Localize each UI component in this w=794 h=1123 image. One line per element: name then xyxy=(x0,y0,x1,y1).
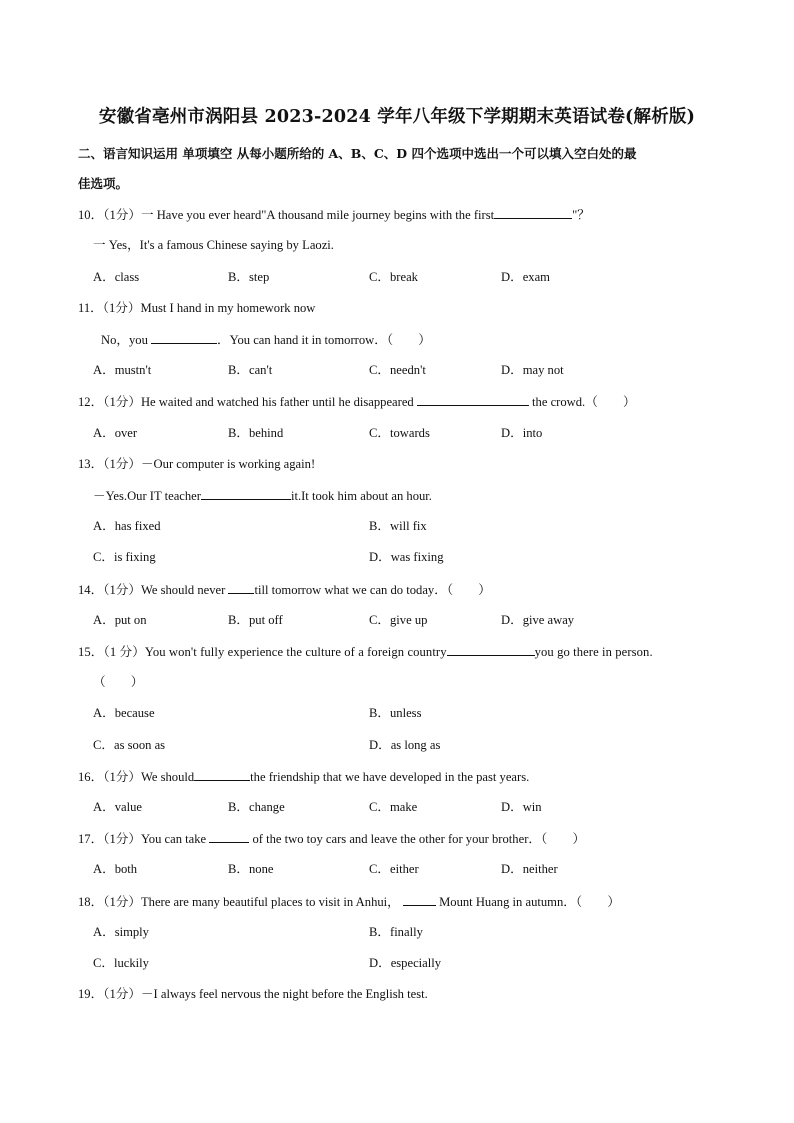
question-14-option-b: B．put off xyxy=(228,613,283,627)
question-14-text: 14．（1分）We should never xyxy=(78,583,226,597)
question-11-option-d: D．may not xyxy=(501,363,564,377)
question-12-option-c: C．towards xyxy=(369,426,430,440)
question-16-option-b: B．change xyxy=(228,800,285,814)
section-instructions xyxy=(78,139,728,199)
question-17-stem xyxy=(78,829,585,848)
question-12-text-end: the crowd.（ ） xyxy=(532,395,636,409)
question-11-option-b: B．can't xyxy=(228,363,273,377)
question-13-reply xyxy=(93,486,432,505)
question-18-option-a: A．simply xyxy=(93,925,149,939)
question-16-option-c: C．make xyxy=(369,800,418,814)
question-13-reply-text: －Yes.Our IT teacher xyxy=(93,489,201,503)
question-15-paren: （ ） xyxy=(93,675,144,689)
question-12-option-b: B．behind xyxy=(228,426,284,440)
question-15-stem xyxy=(78,642,653,661)
question-15-text: 15．（1 分）You won't fully experience the culture of a foreign country xyxy=(78,645,447,659)
question-12-option-a: A．over xyxy=(93,426,138,440)
question-12-stem xyxy=(78,392,636,411)
question-12-option-d: D．into xyxy=(501,426,543,440)
question-16-option-a: A．value xyxy=(93,800,142,814)
question-12-text: 12．（1分）He waited and watched his father until he disappeared xyxy=(78,395,414,409)
question-13-stem: 13．（1分）－Our computer is working again! xyxy=(78,457,316,471)
question-11-option-a: A．mustn't xyxy=(93,363,152,377)
question-17-text: 17．（1分）You can take xyxy=(78,832,207,846)
question-10-option-c: C．break xyxy=(369,270,418,284)
question-11-option-c: C．needn't xyxy=(369,363,426,377)
question-16-option-d: D．win xyxy=(501,800,542,814)
question-13-option-c: C．is fixing xyxy=(93,550,156,564)
question-18-stem xyxy=(78,892,620,911)
question-11-reply-text: No，you xyxy=(101,333,148,347)
question-15-option-a: A．because xyxy=(93,706,155,720)
question-15-text-end: you go there in person. xyxy=(534,645,653,659)
question-14-option-d: D．give away xyxy=(501,613,575,627)
answer-blank xyxy=(228,580,254,594)
answer-blank xyxy=(447,642,535,656)
answer-blank xyxy=(403,892,436,906)
question-10-reply: 一 Yes，It's a famous Chinese saying by Laozi. xyxy=(93,238,334,252)
question-16-text-end: the friendship that we have developed in the past years. xyxy=(250,770,530,784)
question-18-text: 18．（1分）There are many beautiful places to visit in Anhui， xyxy=(78,895,400,909)
question-10-option-b: B．step xyxy=(228,270,270,284)
question-10-text: 10．（1分）一 Have you ever heard"A thousand mile journey begins with the first xyxy=(78,208,495,222)
question-15-option-c: C．as soon as xyxy=(93,738,166,752)
question-10-option-a: A．class xyxy=(93,270,140,284)
question-14-option-a: A．put on xyxy=(93,613,147,627)
question-17-option-b: B．none xyxy=(228,862,274,876)
question-10-stem xyxy=(78,205,590,224)
question-18-option-d: D．especially xyxy=(369,956,442,970)
question-10-option-d: D．exam xyxy=(501,270,550,284)
section-instructions-line-1: 二、语言知识运用 单项填空 从每小题所给的 A、B、C、D 四个选项中选出一个可以填入空白处的最 xyxy=(78,146,637,161)
answer-blank xyxy=(209,829,249,843)
question-17-option-a: A．both xyxy=(93,862,138,876)
question-16-stem xyxy=(78,767,529,786)
question-18-text-end: Mount Huang in autumn．（ ） xyxy=(439,895,620,909)
question-16-text: 16．（1分）We should xyxy=(78,770,195,784)
answer-blank xyxy=(194,767,250,781)
question-13-option-d: D．was fixing xyxy=(369,550,444,564)
question-14-stem xyxy=(78,580,491,599)
question-17-option-c: C．either xyxy=(369,862,419,876)
question-14-option-c: C．give up xyxy=(369,613,428,627)
question-11-stem: 11．（1分）Must I hand in my homework now xyxy=(78,301,316,315)
question-15-option-d: D．as long as xyxy=(369,738,441,752)
question-14-text-end: till tomorrow what we can do today．（ ） xyxy=(254,583,491,597)
document-title: 安徽省亳州市涡阳县 2023-2024 学年八年级下学期期末英语试卷(解析版) xyxy=(98,107,696,127)
question-17-option-d: D．neither xyxy=(501,862,558,876)
question-13-option-a: A．has fixed xyxy=(93,519,161,533)
question-13-reply-text-end: it.It took him about an hour. xyxy=(290,489,432,503)
answer-blank xyxy=(494,205,572,219)
answer-blank xyxy=(201,486,291,500)
question-18-option-b: B．finally xyxy=(369,925,423,939)
question-18-option-c: C．luckily xyxy=(93,956,149,970)
question-13-option-b: B．will fix xyxy=(369,519,427,533)
question-15-option-b: B．unless xyxy=(369,706,422,720)
question-10-text-end: "？ xyxy=(572,208,590,222)
question-17-text-end: of the two toy cars and leave the other for your brother．（ ） xyxy=(252,832,586,846)
section-instructions-line-2: 佳选项。 xyxy=(78,176,129,191)
question-19-stem: 19．（1分）－I always feel nervous the night before the English test. xyxy=(78,987,428,1001)
question-11-reply xyxy=(101,330,431,349)
answer-blank xyxy=(151,330,217,344)
question-11-reply-text-end: ．You can hand it in tomorrow．（ ） xyxy=(217,333,431,347)
answer-blank xyxy=(417,392,529,406)
